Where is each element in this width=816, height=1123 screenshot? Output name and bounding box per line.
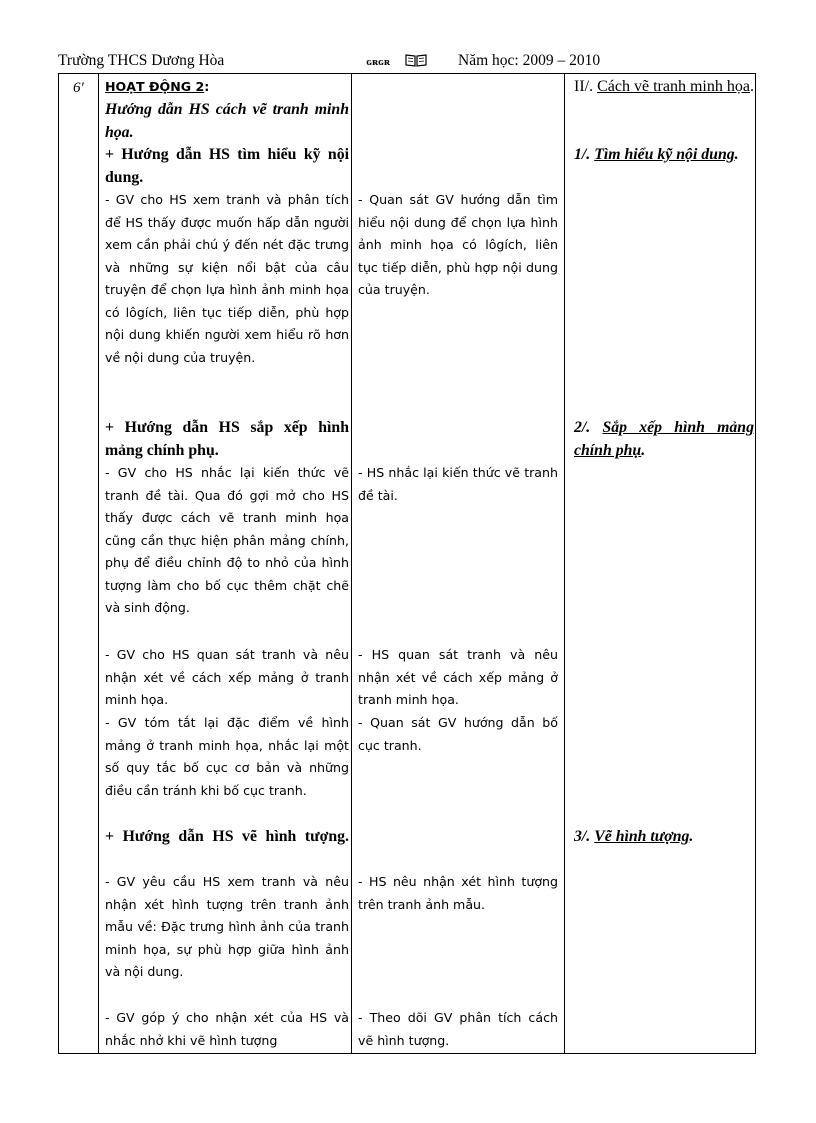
item-2-heading: 2/. Sắp xếp hình mảng chính phụ. [574,419,754,459]
section2-paragraph-1: - GV cho HS nhắc lại kiến thức vẽ tranh đề tài. Qua đó gợi mở cho HS thấy được cách vẽ tranh minh họa cũng cần thực hiện phân mảng chính, phụ để điều chỉnh độ to nhỏ của hình tượng làm cho bố cục thêm chặt chẽ và sinh động. [105,465,349,615]
teacher-column [99,74,352,1053]
item-3-heading: 3/. Vẽ hình tượng. [574,828,694,845]
section2-heading: + Hướng dẫn HS sắp xếp hình mảng chính phụ. [105,419,349,459]
student-response-5: - HS nêu nhận xét hình tượng trên tranh ảnh mẫu. [358,874,558,912]
school-name: Trường THCS Dương Hòa [58,52,225,69]
student-response-3: - HS quan sát tranh và nêu nhận xét về cách xếp mảng ở tranh minh họa. [358,647,558,707]
section3-paragraph-1: - GV yêu cầu HS xem tranh và nêu nhận xét hình tượng trên tranh ảnh mẫu về: Đặc trưng hình ảnh của tranh minh họa, sự phù hợp giữa hình ảnh và nội dung. [105,874,349,979]
student-response-2: - HS nhắc lại kiến thức vẽ tranh đề tài. [358,465,558,503]
section3-paragraph-2: - GV góp ý cho nhận xét của HS và nhắc nhở khi vẽ hình tượng [105,1010,349,1048]
book-icon [405,53,427,67]
lesson-table [58,73,756,1054]
activity-subtitle: Hướng dẫn HS cách vẽ tranh minh họa. [105,101,349,141]
section1-paragraph: - GV cho HS xem tranh và phân tích để HS thấy được muốn hấp dẫn người xem cần phải chú ý đến nét đặc trưng và những sự kiện nổi bật của câu truyện để chọn lựa hình ảnh minh họa có lôgích, liên tục tiếp diễn, phù hợp nội dung khiến người xem hiểu rõ hơn về nội dung của truyện. [105,192,349,365]
school-year: Năm học: 2009 – 2010 [458,52,601,69]
student-column [352,74,565,1053]
section1-heading: + Hướng dẫn HS tìm hiểu kỹ nội dung. [105,146,349,186]
content-column [565,74,757,1053]
student-response-6: - Theo dõi GV phân tích cách vẽ hình tượng. [358,1010,558,1048]
section3-heading: + Hướng dẫn HS vẽ hình tượng. [105,828,349,845]
student-response-1: - Quan sát GV hướng dẫn tìm hiểu nội dung để chọn lựa hình ảnh minh họa có lôgích, liên tục tiếp diễn, phù hợp nội dung của truyện. [358,192,558,297]
section2-paragraph-3: - GV tóm tắt lại đặc điểm về hình mảng ở tranh minh họa, nhắc lại một số quy tắc bố cục cơ bản và những điều cần tránh khi bố cục tranh. [105,715,349,798]
page-header [58,50,758,72]
time-value: 6' [73,80,84,96]
student-response-4: - Quan sát GV hướng dẫn bố cục tranh. [358,715,558,753]
activity-title: HOẠT ĐỘNG 2: [105,79,210,94]
section-heading: II/. Cách vẽ tranh minh họa. [574,78,754,95]
header-ornament: ɢʀɢʀ [366,56,390,68]
section2-paragraph-2: - GV cho HS quan sát tranh và nêu nhận xét về cách xếp mảng ở tranh minh họa. [105,647,349,707]
time-column [59,74,99,1053]
item-1-heading: 1/. Tìm hiểu kỹ nội dung. [574,146,739,163]
